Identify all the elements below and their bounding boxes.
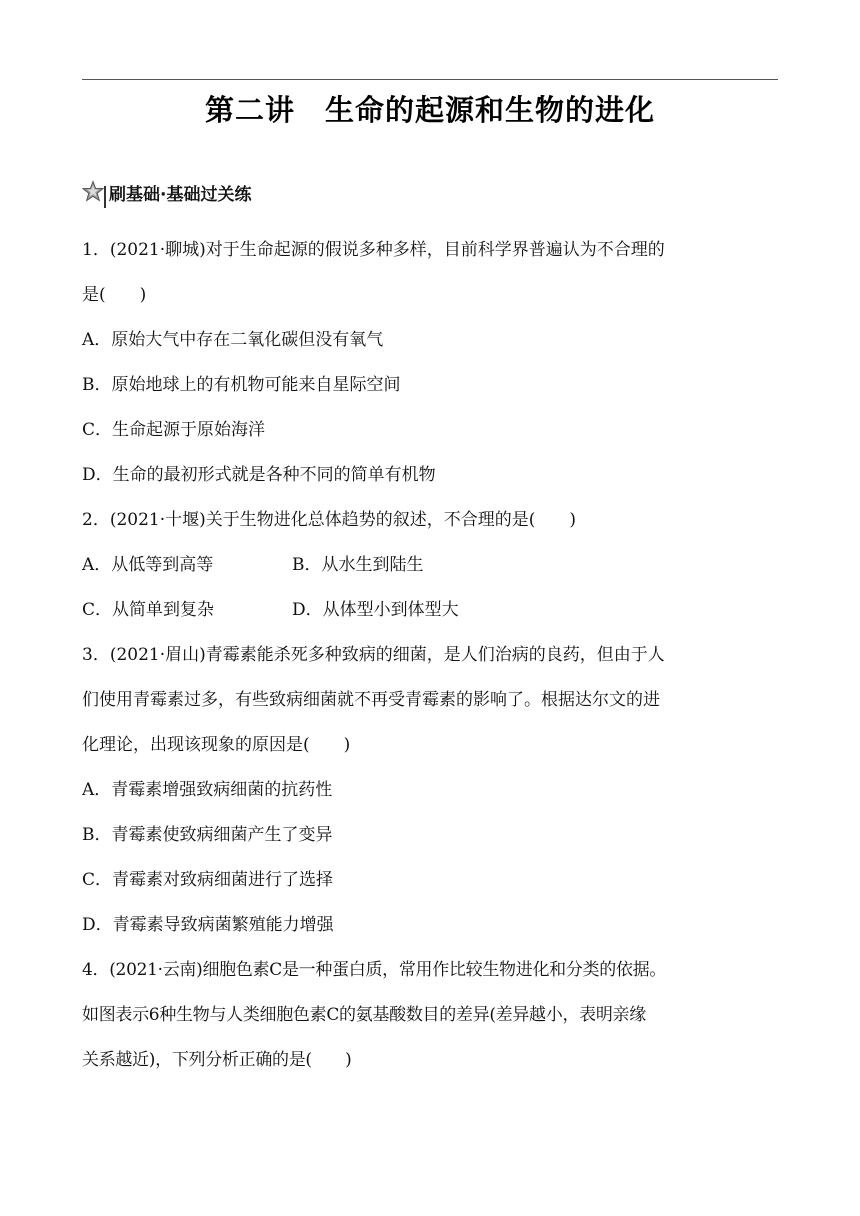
option-d: D．生命的最初形式就是各种不同的简单有机物	[82, 465, 436, 485]
option-b: B．青霉素使致病细菌产生了变异	[82, 825, 333, 845]
option-b: B．原始地球上的有机物可能来自星际空间	[82, 375, 401, 395]
option-a: A．原始大气中存在二氧化碳但没有氧气	[82, 330, 384, 350]
question-3	[82, 633, 782, 948]
question-stem-line: 是( )	[82, 285, 147, 305]
option-c: C．生命起源于原始海洋	[82, 420, 266, 440]
question-stem-line: 3．(2021·眉山)青霉素能杀死多种致病的细菌，是人们治病的良药，但由于人	[82, 645, 665, 665]
question-stem-line: 如图表示6种生物与人类细胞色素C的氨基酸数目的差异(差异越小，表明亲缘	[82, 1005, 646, 1025]
section-label: 刷基础·基础过关练	[109, 184, 252, 205]
question-stem-line: 们使用青霉素过多，有些致病细菌就不再受青霉素的影响了。根据达尔文的进	[82, 690, 660, 710]
option-b: B．从水生到陆生	[292, 555, 424, 575]
option-c: C．从简单到复杂	[82, 600, 215, 620]
option-d: D．青霉素导致病菌繁殖能力增强	[82, 915, 334, 935]
question-2	[82, 498, 782, 633]
section-header	[82, 178, 251, 206]
option-c: C．青霉素对致病细菌进行了选择	[82, 870, 334, 890]
question-stem-line: 4．(2021·云南)细胞色素C是一种蛋白质，常用作比较生物进化和分类的依据。	[82, 960, 667, 980]
question-list	[82, 228, 782, 1083]
top-rule	[82, 79, 778, 80]
option-row	[82, 543, 782, 588]
star-icon	[82, 180, 106, 204]
question-stem-line: 化理论，出现该现象的原因是( )	[82, 735, 351, 755]
question-stem-line: 1．(2021·聊城)对于生命起源的假说多种多样，目前科学界普遍认为不合理的	[82, 240, 665, 260]
question-4	[82, 948, 782, 1083]
option-a: A．青霉素增强致病细菌的抗药性	[82, 780, 333, 800]
option-a: A．从低等到高等	[82, 555, 214, 575]
option-row	[82, 588, 782, 633]
question-1	[82, 228, 782, 498]
text-cursor	[104, 186, 106, 208]
option-d: D．从体型小到体型大	[292, 600, 459, 620]
question-stem-line: 关系越近)，下列分析正确的是( )	[82, 1050, 352, 1070]
question-stem-line: 2．(2021·十堰)关于生物进化总体趋势的叙述，不合理的是( )	[82, 510, 577, 530]
page-title: 第二讲 生命的起源和生物的进化	[204, 93, 655, 127]
